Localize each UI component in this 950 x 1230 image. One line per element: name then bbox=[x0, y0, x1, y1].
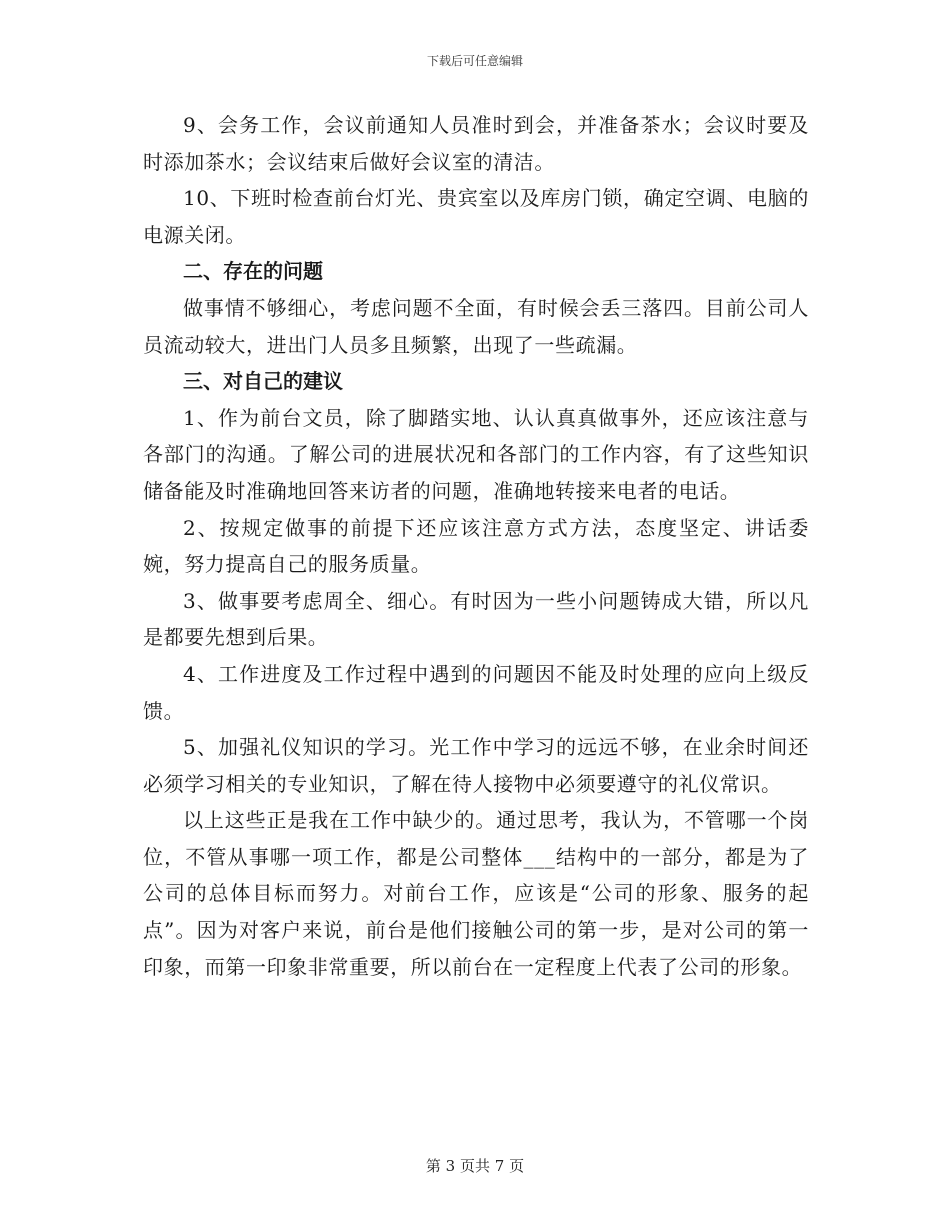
paragraph-suggestion-5: 5、加强礼仪知识的学习。光工作中学习的远远不够，在业余时间还必须学习相关的专业知识，了解在待人接物中必须要遵守的礼仪常识。 bbox=[143, 735, 809, 796]
paragraph-problems: 做事情不够细心，考虑问题不全面，有时候会丢三落四。目前公司人员流动较大，进出门人员多且频繁，出现了一些疏漏。 bbox=[143, 295, 809, 357]
document-body bbox=[143, 107, 809, 985]
paragraph-closing-checks: 10、下班时检查前台灯光、贵宾室以及库房门锁，确定空调、电脑的电源关闭。 bbox=[143, 186, 809, 247]
paragraph-meeting-duties: 9、会务工作，会议前通知人员准时到会，并准备茶水；会议时要及时添加茶水；会议结束后做好会议室的清洁。 bbox=[143, 113, 809, 174]
section-heading-problems: 二、存在的问题 bbox=[183, 259, 323, 284]
paragraph-suggestion-2: 2、按规定做事的前提下还应该注意方式方法，态度坚定、讲话委婉，努力提高自己的服务质量。 bbox=[143, 515, 809, 577]
paragraph-suggestion-1: 1、作为前台文员，除了脚踏实地、认认真真做事外，还应该注意与各部门的沟通。了解公司的进展状况和各部门的工作内容，有了这些知识储备能及时准确地回答来访者的问题，准确地转接来电者的电话。 bbox=[143, 405, 809, 503]
section-heading-suggestions: 三、对自己的建议 bbox=[183, 369, 343, 394]
page-header-note: 下载后可任意编辑 bbox=[426, 54, 523, 68]
paragraph-suggestion-3: 3、做事要考虑周全、细心。有时因为一些小问题铸成大错，所以凡是都要先想到后果。 bbox=[143, 588, 809, 650]
page-number: 第 3 页共 7 页 bbox=[425, 1157, 525, 1175]
paragraph-suggestion-4: 4、工作进度及工作过程中遇到的问题因不能及时处理的应向上级反馈。 bbox=[143, 661, 809, 723]
paragraph-conclusion: 以上这些正是我在工作中缺少的。通过思考，我认为，不管哪一个岗位，不管从事哪一项工作，都是公司整体___结构中的一部分，都是为了公司的总体目标而努力。对前台工作，应该是“公司的形象、服务的起点”。因为对客户来说，前台是他们接触公司的第一步，是对公司的第一印象，而第一印象非常重要，所以前台在一定程度上代表了公司的形象。 bbox=[143, 808, 809, 979]
